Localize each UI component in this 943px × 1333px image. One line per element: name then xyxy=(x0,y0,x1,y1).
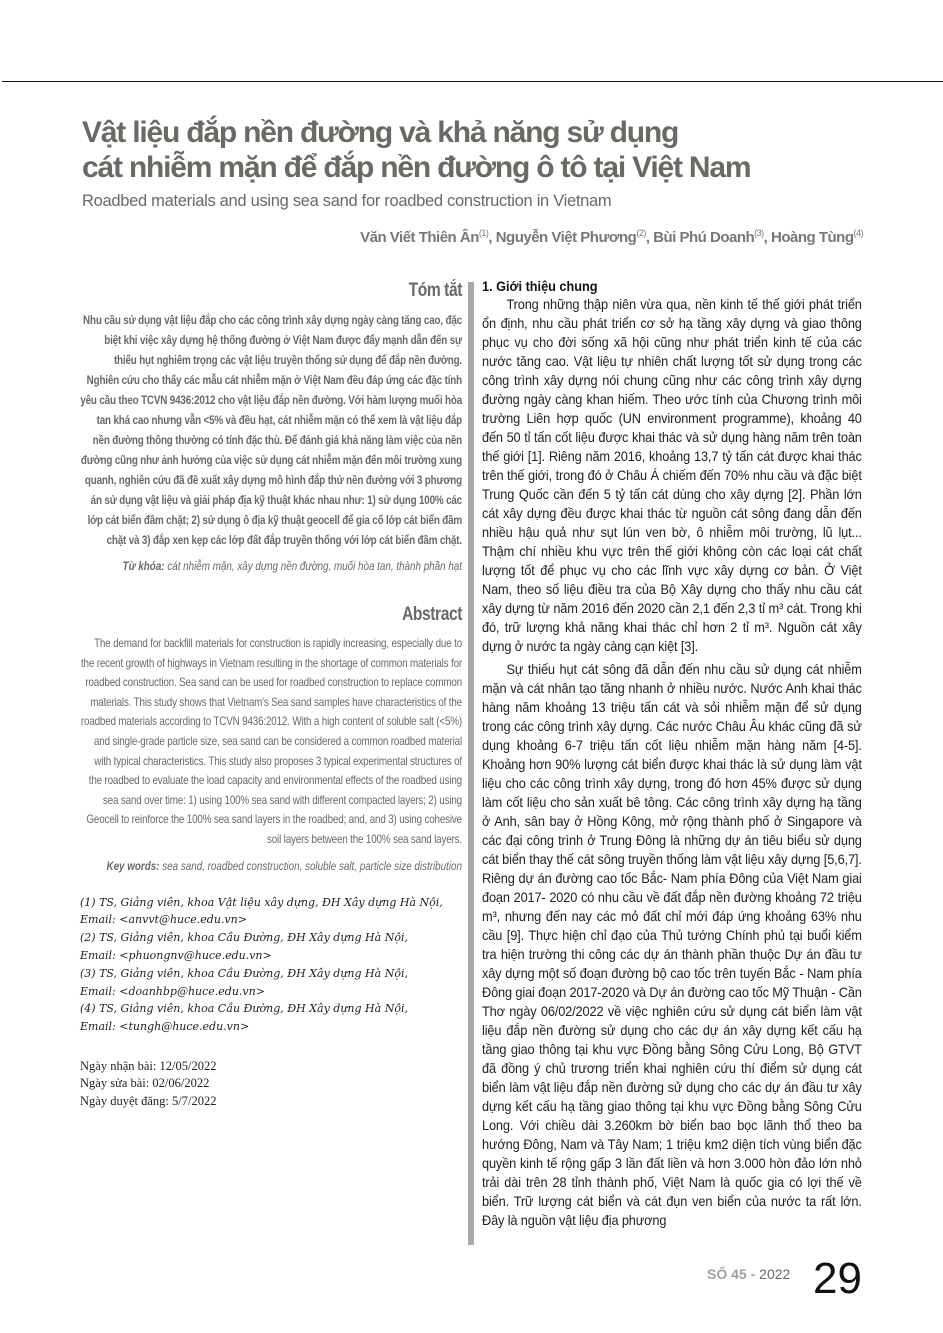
tomtat-body: Nhu cầu sử dụng vật liệu đắp cho các công trình xây dựng ngày càng tăng cao, đặc biệt khi việc xây dựng hệ thống đường ở Việt Nam được đẩy mạnh dẫn đến sự thiếu hụt nghiêm trọng các vật liệu truyền thống sử dụng để đắp nền đường. Nghiên cứu cho thấy các mẫu cát nhiễm mặn ở Việt Nam đều đáp ứng các đặc tính yêu cầu theo TCVN 9436:2012 cho vật liệu đắp nền đường. Với hàm lượng muối hòa tan khá cao nhưng vẫn <5% và đều hạt, cát nhiễm mặn có thể xem là vật liệu đắp nền đường thông thường có tính đặc thù. Để đánh giá khả năng làm việc của nền đường cũng như ảnh hưởng của việc sử dụng cát nhiễm mặn đến môi trường xung quanh, nghiên cứu đã đề xuất xây dựng mô hình đắp thử nền đường với 3 phương án sử dụng vật liệu và giải pháp địa kỹ thuật khác nhau như: 1) sử dụng 100% các lớp cát biển đầm chặt; 2) sử dụng ô địa kỹ thuật geocell để gia cố lớp cát biển đầm chặt và 3) đắp xen kẹp các lớp đất đắp truyền thống với lớp cát biển đầm chặt. xyxy=(80,313,463,547)
section-heading: 1. Giới thiệu chung xyxy=(482,279,598,294)
body-paragraph: Sự thiếu hụt cát sông đã dẫn đến nhu cầu sử dụng cát nhiễm mặn và cát nhân tạo tăng nhanh ở nhiều nước. Nước Anh khai thác hàng năm khoảng 13 triệu tấn cát và sỏi nhiễm mặn để sử dụng trong các công trình xây dựng. Các nước Châu Âu khác cũng đã sử dụng khoảng 6-7 triệu tấn cốt liệu nhiễm mặn hàng năm [4-5]. Khoảng hơn 90% lượng cát biển được khai thác là sử dụng làm vật liệu cho các công trình xây dựng, trong đó hơn 45% được sử dụng làm cốt liệu cho sản xuất bê tông. Các công trình xây dựng hạ tầng ở Anh, sân bay ở Hồng Kông, mở rộng thành phố ở Singapore và các đại công trình ở Trung Đông là những dự án tiêu biểu sử dụng cát biển thay thế cát sông truyền thống làm vật liệu xây dựng [5,6,7]. Riêng dự án đường cao tốc Bắc- Nam phía Đông của Việt Nam giai đoạn 2017- 2020 có nhu cầu về đất đắp nền đường khoảng 72 triệu m³, nhưng đến nay các mỏ đất chỉ mới đáp ứng khoảng 63% nhu cầu [9]. Thực hiện chỉ đạo của Thủ tướng Chính phủ tại buổi kiểm tra hiện trường thi công các dự án thành phần thuộc Dự án đầu tư xây dựng một số đoạn đường bộ cao tốc trên tuyến Bắc - Nam phía Đông giai đoạn 2017-2020 và Dự án đường cao tốc Mỹ Thuận - Cần Thơ ngày 06/02/2022 về việc nghiên cứu sử dụng cát biển làm vật liệu đắp nền đường sử dụng cho các dự án xây dựng kết cấu hạ tầng giao thông tại khu vực Đồng bằng Sông Cửu Long, Bộ GTVT đã đồng ý chủ trương triển khai nghiên cứu thí điểm sử dụng cát biển làm vật liệu đắp nền đường sử dụng cho các dự án đầu tư xây dựng kết cấu hạ tầng giao thông tại khu vực Đồng bằng Sông Cửu Long. Với chiều dài 3.260km bờ biển bao bọc lãnh thổ theo ba hướng Đông, Nam và Tây Nam; 1 triệu km2 diện tích vùng biển đặc quyền kinh tế rộng gấp 3 lần đất liền và hơn 3.000 hòn đảo lớn nhỏ trải dài trên 28 tỉnh thành phố, Việt Nam là quốc gia có lợi thế về biển. Trữ lượng cát biển và cát đụn ven biển của nước ta rất lớn. Đây là nguồn vật liệu địa phương xyxy=(482,662,862,1228)
footnote-affiliation: (3) TS, Giảng viên, khoa Cầu Đường, ĐH Xây dựng Hà Nội, xyxy=(80,966,408,980)
date-received: Ngày nhận bài: 12/05/2022 xyxy=(80,1058,217,1073)
author-ref: (3) xyxy=(754,228,764,238)
page-number: 29 xyxy=(813,1254,862,1303)
keywords-text: cát nhiễm mặn, xây dựng nền đường, muối hòa tan, thành phần hạt xyxy=(167,559,462,573)
author-footnotes xyxy=(80,894,470,1036)
title-line-1: Vật liệu đắp nền đường và khả năng sử dụng xyxy=(82,116,679,149)
author-ref: (4) xyxy=(853,228,863,238)
footnote-affiliation: (1) TS, Giảng viên, khoa Vật liệu xây dựng, ĐH Xây dựng Hà Nội, xyxy=(80,895,443,909)
page-footer xyxy=(707,1266,790,1284)
keywords-label: Key words: xyxy=(106,858,160,873)
article-title xyxy=(82,115,902,185)
column-divider-bar xyxy=(468,282,474,1245)
issue-year: 2022 xyxy=(759,1266,791,1282)
summary-column xyxy=(80,280,462,1110)
header-rule xyxy=(2,81,943,82)
footnote-affiliation: (2) TS, Giảng viên, khoa Cầu Đường, ĐH Xây dựng Hà Nội, xyxy=(80,931,408,945)
article-dates xyxy=(80,1058,462,1111)
issue-number: SỐ 45 xyxy=(707,1266,747,1282)
keywords-label: Từ khóa: xyxy=(122,559,165,573)
author-list: Văn Viết Thiên $Ân^{(1)}$, Nguyễn Việt Phương$^{(2)}$, Bùi Phú Doanh$^{(3)}$, Hoàng Tùng$^{(4)}$ xyxy=(360,228,863,246)
keywords-text: sea sand, roadbed construction, soluble salt, particle size distribution xyxy=(162,858,462,873)
main-text-column xyxy=(482,279,862,1234)
tomtat-heading: Tóm tắt xyxy=(408,280,462,301)
article-subtitle: Roadbed materials and using sea sand for roadbed construction in Vietnam xyxy=(82,192,612,210)
title-line-2: cát nhiễm mặn để đắp nền đường ô tô tại Việt Nam xyxy=(82,151,751,184)
abstract-body: The demand for backfill materials for construction is rapidly increasing, especially due to the recent growth of highways in Vietnam resulting in the shortage of common materials for roadbed construction. Sea sand can be used for roadbed construction to replace common materials. This study shows that Vietnam's Sea sand samples have characteristics of the roadbed materials according to TCVN 9436:2012. With a high content of soluble salt (<5%) and single-grade particle size, sea sand can be considered a common roadbed material with typical characteristics. This study also proposes 3 typical experimental structures of the roadbed to evaluate the load capacity and environmental effects of the roadbed using sea sand over time: 1) using 100% sea sand with different compacted layers; 2) using Geocell to reinforce the 100% sea sand layers in the roadbed; and, and 3) using cohesive soil layers between the 100% sea sand layers. xyxy=(80,636,463,846)
abstract-heading: Abstract xyxy=(402,604,462,625)
summary-block xyxy=(80,280,462,876)
footnote-affiliation: (4) TS, Giảng viên, khoa Cầu Đường, ĐH Xây dựng Hà Nội, xyxy=(80,1002,408,1016)
abstract-keywords xyxy=(80,856,462,876)
footer-separator: - xyxy=(746,1266,760,1282)
author-name: Hoàng Tùng xyxy=(771,229,854,246)
body-paragraph: Trong những thập niên vừa qua, nền kinh tế thế giới phát triển ổn định, nhu cầu phát triển cơ sở hạ tầng xây dựng và giao thông phục vụ cho đời sống xã hội cũng như phát triển kinh tế của các nước tăng cao. Vật liệu tự nhiên chất lượng tốt sử dụng trong các công trình xây dựng nói chung cũng như các công trình xây dựng đường ngày càng khan hiếm. Theo ước tính của Chương trình môi trường Liên hợp quốc (UN environment programme), khoảng 40 đến 50 tỉ tấn cốt liệu được khai thác và sử dụng hàng năm trên toàn thế giới [1]. Riêng năm 2016, khoảng 13,7 tỷ tấn cát được khai thác trên thế giới, trong đó ở Châu Á chiếm đến 70% nhu cầu và đặc biệt Trung Quốc cần đến 5 tỷ tấn cát dùng cho xây dựng [2]. Phần lớn cát xây dựng đều được khai thác từ nguồn cát sông đang dẫn đến nhiều hậu quả như sụt lún ven bờ, ô nhiễm môi trường, lũ lụt... Thậm chí nhiều khu vực trên thế giới không còn các loại cát chất lượng tốt để phục vụ cho các lĩnh vực xây dựng cơ bản. Ở Việt Nam, theo số liệu điều tra của Bộ Xây dựng cho thấy nhu cầu cát xây dựng từ năm 2016 đến 2020 cần 2,1 đến 2,3 tỉ m³ cát. Trong khi đó, trữ lượng khả năng khai thác chỉ hơn 2 tỉ m³. Nguồn cát xây dựng ở nước ta ngày càng cạn kiệt [3]. xyxy=(482,297,862,654)
author-name: Văn Viết Thiên Ân xyxy=(360,229,479,246)
footnote-email: Email: <phuongnv@huce.edu.vn> xyxy=(80,948,272,962)
tomtat-keywords xyxy=(80,556,462,576)
date-accepted: Ngày duyệt đăng: 5/7/2022 xyxy=(80,1093,217,1108)
date-revised: Ngày sửa bài: 02/06/2022 xyxy=(80,1076,210,1091)
author-ref: (2) xyxy=(636,228,646,238)
main-text-block xyxy=(482,279,862,1230)
footnote-email: Email: <anvvt@huce.edu.vn> xyxy=(80,913,247,927)
author-ref: (1) xyxy=(478,228,489,238)
footnote-email: Email: <tungh@huce.edu.vn> xyxy=(80,1020,250,1034)
footnote-email: Email: <doanhbp@huce.edu.vn> xyxy=(80,984,265,998)
author-name: Bùi Phú Doanh xyxy=(653,229,755,246)
author-name: Nguyễn Việt Phương xyxy=(495,229,637,246)
